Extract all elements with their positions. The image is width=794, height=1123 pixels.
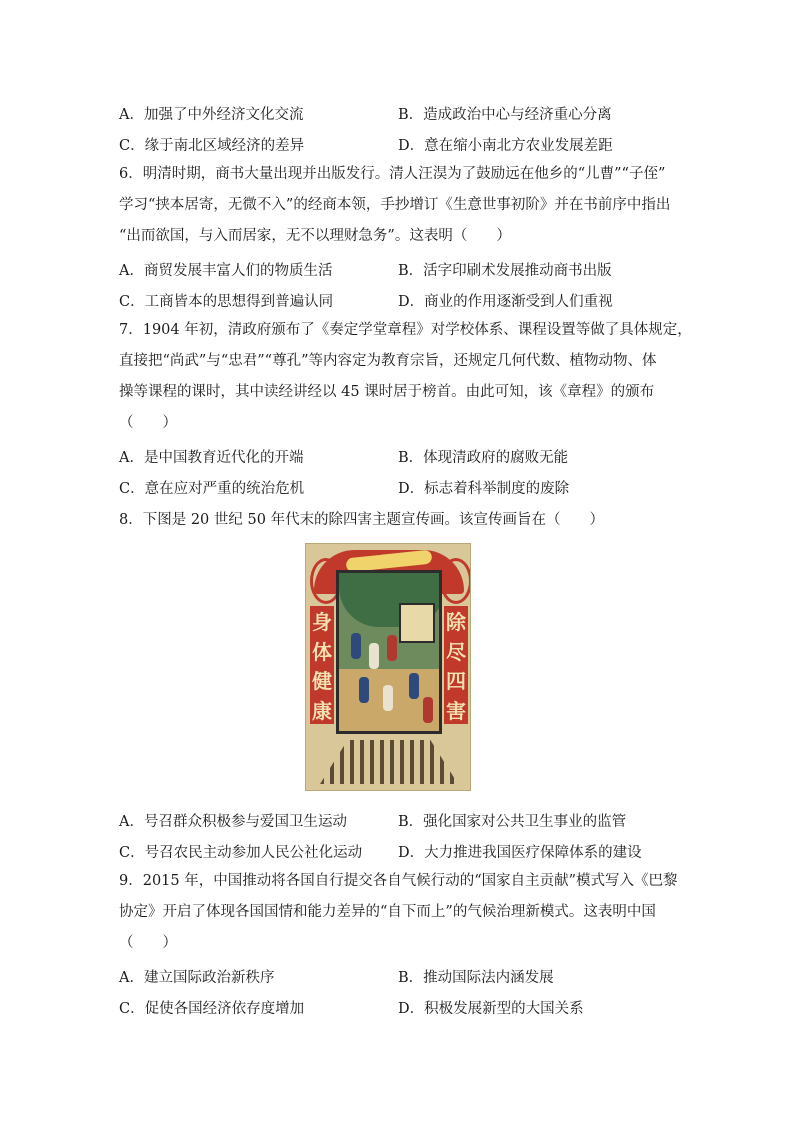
- q5-option-d: D．意在缩小南北方农业发展差距: [398, 138, 613, 154]
- poster-figure: [409, 673, 419, 699]
- poster-figure: [383, 685, 393, 711]
- q7-option-d: D．标志着科举制度的废除: [398, 481, 570, 497]
- propaganda-poster-image: [305, 543, 471, 791]
- q6-stem-line: 学习“挟本居寄，无微不入”的经商本领，手抄增订《生意世事初阶》并在书前序中指出: [119, 197, 671, 213]
- q7-option-b: B．体现清政府的腐败无能: [398, 450, 569, 466]
- q7-stem-line: 操等课程的课时，其中读经讲经以 45 课时居于榜首。由此可知，该《章程》的颁布: [119, 384, 655, 400]
- q6-stem-line: 6．明清时期，商书大量出现并出版发行。清人汪淏为了鼓励远在他乡的“儿曹”“子侄”: [119, 166, 666, 182]
- poster-figure: [423, 697, 433, 723]
- q6-stem: [119, 159, 679, 252]
- poster-figure: [359, 677, 369, 703]
- q8-option-a: A．号召群众积极参与爱国卫生运动: [119, 814, 347, 830]
- q8-stem: 8．下图是 20 世纪 50 年代末的除四害主题宣传画。该宣传画旨在（ ）: [119, 512, 605, 528]
- q9-stem-line: 9．2015 年，中国推动将各国自行提交各自气候行动的“国家自主贡献”模式写入《巴黎: [119, 873, 678, 889]
- q8-option-c: C．号召农民主动参加人民公社化运动: [119, 845, 363, 861]
- poster-figure: [369, 643, 379, 669]
- q6-option-a: A．商贸发展丰富人们的物质生活: [119, 263, 333, 279]
- poster-slogan-left: [310, 606, 334, 724]
- q9-option-a: A．建立国际政治新秩序: [119, 970, 275, 986]
- poster-char: 身: [312, 610, 332, 635]
- q8-option-d: D．大力推进我国医疗保障体系的建设: [398, 845, 642, 861]
- q7-option-a: A．是中国教育近代化的开端: [119, 450, 304, 466]
- poster-char: 康: [312, 698, 332, 723]
- poster-figure: [351, 633, 361, 659]
- poster-slogan-right: [444, 606, 468, 724]
- q9-option-d: D．积极发展新型的大国关系: [398, 1001, 584, 1017]
- poster-field-band: [320, 740, 458, 784]
- q6-option-d: D．商业的作用逐渐受到人们重视: [398, 294, 613, 310]
- q6-stem-line: “出而欲国，与入而居家，无不以理财急务”。这表明（ ）: [119, 228, 511, 244]
- poster-char: 除: [446, 610, 466, 635]
- q5-option-c: C．缘于南北区域经济的差异: [119, 138, 305, 154]
- q7-stem-line: （ ）: [119, 415, 177, 431]
- poster-char: 健: [312, 669, 332, 694]
- poster-char: 四: [446, 669, 466, 694]
- q7-stem-line: 直接把“尚武”与“忠君”“尊孔”等内容定为教育宗旨，还规定几何代数、植物动物、体: [119, 353, 657, 369]
- q7-option-c: C．意在应对严重的统治危机: [119, 481, 305, 497]
- q5-option-a: A．加强了中外经济文化交流: [119, 107, 304, 123]
- q6-option-b: B．活字印刷术发展推动商书出版: [398, 263, 612, 279]
- q9-option-b: B．推动国际法内涵发展: [398, 970, 554, 986]
- poster-char: 体: [312, 639, 332, 664]
- poster-figure: [387, 635, 397, 661]
- q7-stem-line: 7．1904 年初，清政府颁布了《奏定学堂章程》对学校体系、课程设置等做了具体规定，: [119, 322, 692, 338]
- q6-option-c: C．工商皆本的思想得到普遍认同: [119, 294, 334, 310]
- poster-scene: [336, 570, 442, 734]
- poster-char: 害: [446, 698, 466, 723]
- poster-char: 尽: [446, 639, 466, 664]
- q7-stem: [119, 315, 692, 439]
- q9-stem-line: 协定》开启了体现各国国情和能力差异的“自下而上”的气候治理新模式。这表明中国: [119, 904, 656, 920]
- poster-house: [399, 603, 435, 643]
- q9-stem: [119, 866, 679, 959]
- q9-stem-line: （ ）: [119, 935, 177, 951]
- q9-option-c: C．促使各国经济依存度增加: [119, 1001, 305, 1017]
- q8-option-b: B．强化国家对公共卫生事业的监管: [398, 814, 627, 830]
- q5-option-b: B．造成政治中心与经济重心分离: [398, 107, 612, 123]
